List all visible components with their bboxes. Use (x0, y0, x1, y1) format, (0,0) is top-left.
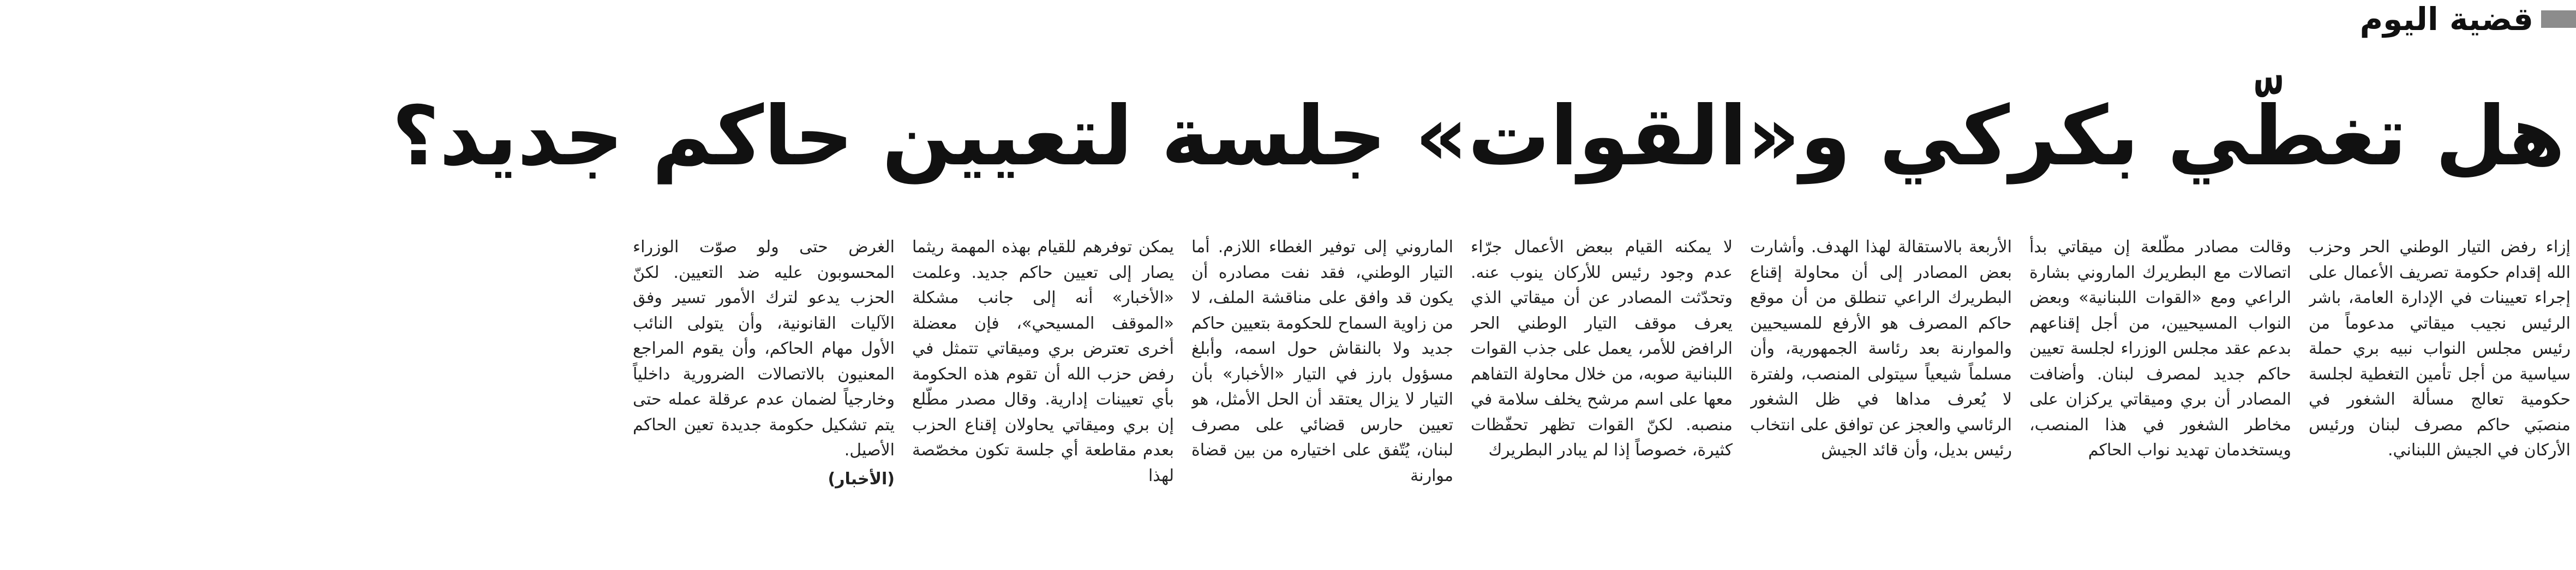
column-text: وقالت مصادر مطّلعة إن ميقاتي بدأ اتصالات مع البطريرك الماروني بشارة الراعي ومع «القوات اللبنانية» وبعض النواب المسيحيين، من أجل إقناعهم بدعم عقد مجلس الوزراء لجلسة تعيين حاكم جديد لمصرف لبنان. وأضافت المصادر أن بري وميقاتي يركزان على مخاطر الشغور في هذا المنصب، ويستخدمان تهديد نواب الحاكم (2029, 238, 2291, 460)
column-text: الغرض حتى ولو صوّت الوزراء المحسوبون عليه ضد التعيين. لكنّ الحزب يدعو لترك الأمور تسير وفق الآليات القانونية، وأن يتولى النائب الأول مهام الحاكم، وأن يقوم المراجع المعنيون بالاتصالات الضرورية داخلياً وخارجياً لضمان عدم عرقلة عمله حتى يتم تشكيل حكومة جديدة تعين الحاكم الأصيل. (633, 238, 895, 460)
column-text: يمكن توفرهم للقيام بهذه المهمة ريثما يصار إلى تعيين حاكم جديد. وعلمت «الأخبار» أنه إلى جانب مشكلة «الموقف المسيحي»، فإن معضلة أخرى تعترض بري وميقاتي تتمثل في رفض حزب الله أن تقوم هذه الحكومة بأي تعيينات إدارية. وقال مصدر مطّلع إن بري وميقاتي يحاولان إقناع الحزب بعدم مقاطعة أي جلسة تكون مخصّصة لهذا (912, 238, 1174, 485)
column-text: لا يمكنه القيام ببعض الأعمال جرّاء عدم وجود رئيس للأركان ينوب عنه. وتحدّثت المصادر عن أن ميقاتي الذي يعرف موقف التيار الوطني الحر الرافض للأمر، يعمل على جذب القوات اللبنانية صوبه، من خلال محاولة التفاهم معها على اسم مرشح يخلف سلامة في منصبه. لكنّ القوات تظهر تحفّظات كثيرة، خصوصاً إذا لم يبادر البطريرك (1471, 238, 1733, 460)
article-column-6 (912, 235, 1174, 562)
column-text: الأربعة بالاستقالة لهذا الهدف. وأشارت بعض المصادر إلى أن محاولة إقناع البطريرك الراعي تنطلق من أن موقع حاكم المصرف هو الأرفع للمسيحيين والموارنة بعد رئاسة الجمهورية، وأن مسلماً شيعياً سيتولى المنصب، ولفترة لا يُعرف مداها في ظل الشغور الرئاسي والعجز عن توافق على انتخاب رئيس بديل، وأن قائد الجيش (1750, 238, 2012, 460)
article-column-5 (1191, 235, 1453, 562)
article-body (17, 235, 2571, 562)
section-label: قضية اليوم (2359, 1, 2533, 38)
article-column-2 (2029, 235, 2291, 562)
article-column-4 (1471, 235, 1733, 562)
section-header (2360, 0, 2576, 38)
headline: هل تغطّي بكركي و«القوات» جلسة لتعيين حاكم جديد؟ (392, 89, 2565, 184)
article-column-1 (2309, 235, 2571, 562)
column-text: إزاء رفض التيار الوطني الحر وحزب الله إقدام حكومة تصريف الأعمال على إجراء تعيينات في الإدارة العامة، باشر الرئيس نجيب ميقاتي مدعوماً من رئيس مجلس النواب نبيه بري حملة سياسية من أجل تأمين التغطية لجلسة حكومية تعالج مسألة الشغور في منصبَي حاكم مصرف لبنان ورئيس الأركان في الجيش اللبناني. (2309, 238, 2571, 460)
article-column-3 (1750, 235, 2012, 562)
article-signature: (الأخبار) (828, 469, 895, 489)
section-marker (2541, 10, 2576, 28)
article-column-7 (633, 235, 895, 562)
column-text: الماروني إلى توفير الغطاء اللازم. أما التيار الوطني، فقد نفت مصادره أن يكون قد وافق على مناقشة الملف، لا من زاوية السماح للحكومة بتعيين حاكم جديد ولا بالنقاش حول اسمه، وأبلغ مسؤول بارز في التيار «الأخبار» بأن التيار لا يزال يعتقد أن الحل الأمثل، هو تعيين حارس قضائي على مصرف لبنان، يُتّفق على اختياره من بين قضاة موارنة (1191, 238, 1453, 485)
